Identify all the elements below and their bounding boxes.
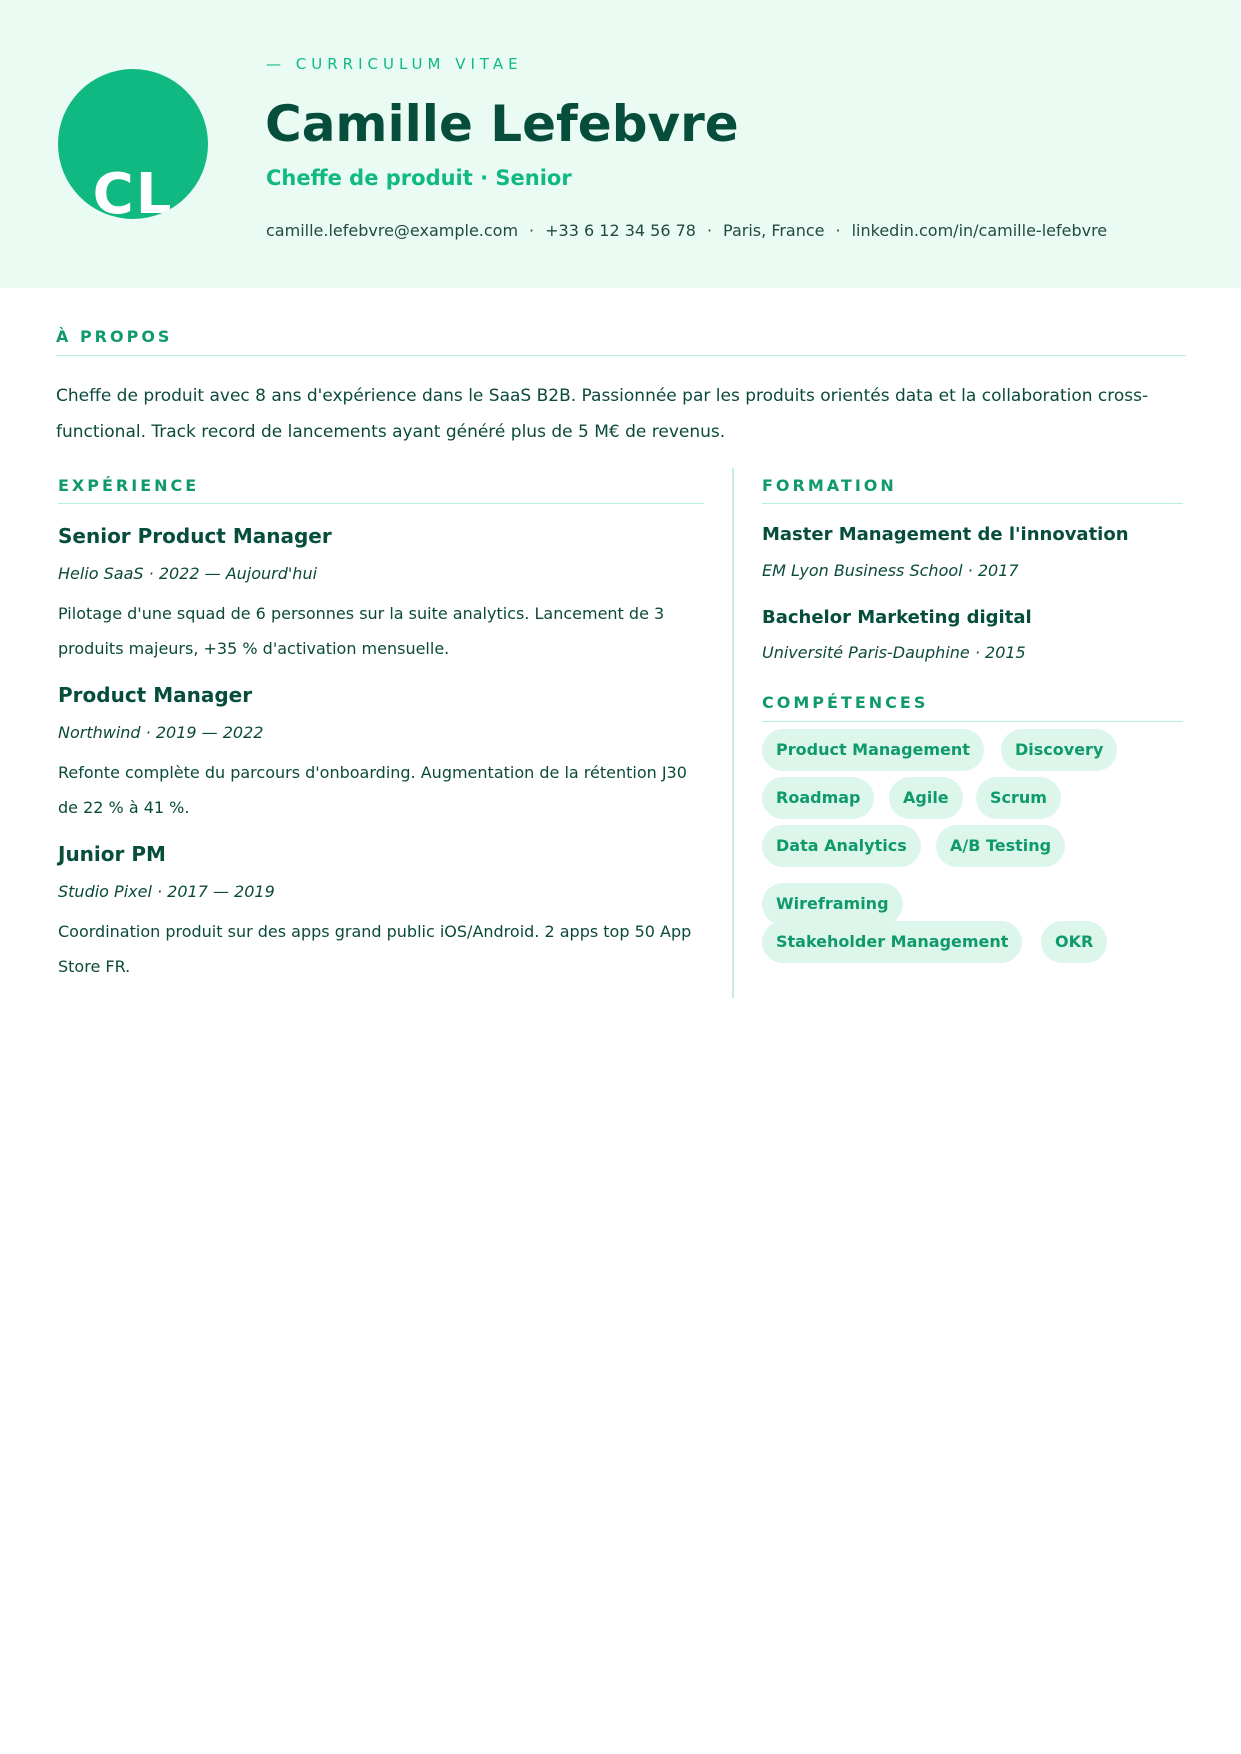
skill-chip: Product Management	[762, 729, 984, 771]
experience-divider	[58, 503, 704, 504]
experience-section-title: EXPÉRIENCE	[58, 476, 200, 495]
candidate-headline: Cheffe de produit · Senior	[266, 166, 572, 190]
education-degree: Master Management de l'innovation	[762, 524, 1129, 545]
skill-chip: Agile	[889, 777, 963, 819]
skill-chip: Stakeholder Management	[762, 921, 1022, 963]
skill-chip: A/B Testing	[936, 825, 1065, 867]
job-description: Refonte complète du parcours d'onboarding. Augmentation de la rétention J30 de 22 % à 41 %.	[58, 763, 687, 817]
education-meta: Université Paris-Dauphine · 2015	[762, 643, 1026, 662]
education-meta: EM Lyon Business School · 2017	[762, 561, 1019, 580]
skill-chip: Wireframing	[762, 883, 903, 925]
skill-chip: Scrum	[976, 777, 1061, 819]
education-degree: Bachelor Marketing digital	[762, 607, 1032, 628]
skill-chip: Discovery	[1001, 729, 1117, 771]
contact-email[interactable]: camille.lefebvre@example.com	[266, 221, 519, 240]
about-divider	[56, 355, 1186, 356]
job-description: Pilotage d'une squad de 6 personnes sur la suite analytics. Lancement de 3 produits majeurs, +35 % d'activation mensuelle.	[58, 604, 665, 658]
job-meta: Studio Pixel · 2017 — 2019	[58, 882, 275, 901]
education-divider	[762, 503, 1183, 504]
job-meta: Helio SaaS · 2022 — Aujourd'hui	[58, 564, 318, 583]
contact-line	[266, 221, 1107, 240]
job-title: Senior Product Manager	[58, 524, 332, 548]
skill-chip: Roadmap	[762, 777, 874, 819]
skill-chip: OKR	[1041, 921, 1107, 963]
skill-chip: Data Analytics	[762, 825, 921, 867]
job-title: Product Manager	[58, 683, 253, 707]
contact-location: Paris, France	[723, 221, 825, 240]
candidate-name: Camille Lefebvre	[265, 95, 739, 153]
avatar-initials: CL	[92, 162, 174, 219]
column-divider	[732, 468, 734, 998]
contact-separator: ·	[706, 221, 713, 240]
about-section-title: À PROPOS	[56, 327, 173, 346]
cv-header	[0, 0, 1241, 288]
contact-phone[interactable]: +33 6 12 34 56 78	[545, 221, 696, 240]
job-description: Coordination produit sur des apps grand public iOS/Android. 2 apps top 50 App Store FR.	[58, 922, 692, 976]
skills-divider	[762, 721, 1183, 722]
about-text: Cheffe de produit avec 8 ans d'expérience dans le SaaS B2B. Passionnée par les produits orientés data et la collaboration cross-functional. Track record de lancements ayant généré plus de 5 M€ de revenus.	[56, 386, 1149, 442]
education-section-title: FORMATION	[762, 476, 897, 495]
skills-section-title: COMPÉTENCES	[762, 693, 929, 712]
contact-separator: ·	[529, 221, 535, 240]
avatar	[58, 69, 208, 219]
contact-separator: ·	[835, 221, 841, 240]
job-meta: Northwind · 2019 — 2022	[58, 723, 264, 742]
cv-eyebrow: — CURRICULUM VITAE	[266, 55, 523, 73]
job-title: Junior PM	[58, 842, 166, 866]
contact-linkedin[interactable]: linkedin.com/in/camille-lefebvre	[851, 221, 1108, 240]
